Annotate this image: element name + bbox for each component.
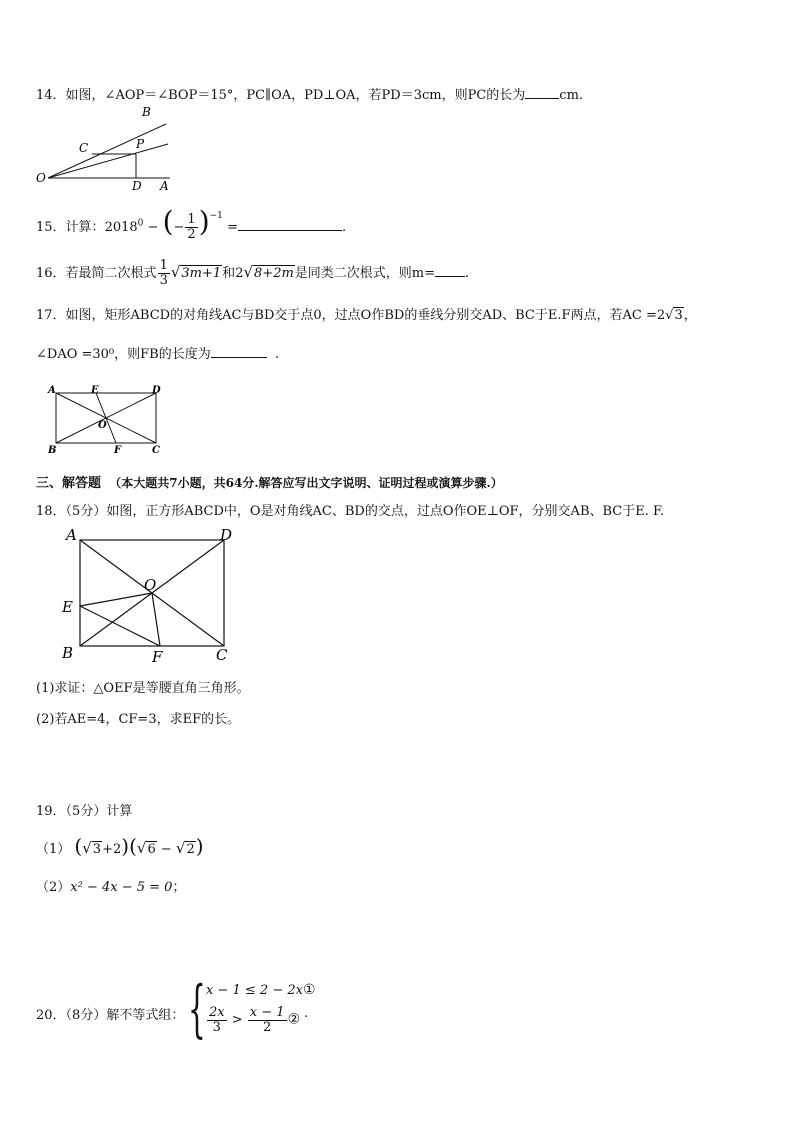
q17-radical-icon: √	[665, 308, 674, 323]
label-o: O	[36, 171, 46, 185]
q15-paren-close: )	[198, 205, 210, 238]
q18-score: （5分）	[65, 504, 107, 519]
label-f: F	[152, 648, 163, 666]
q17-condition: ∠DAO =30⁰，则FB的长度为	[36, 347, 211, 362]
q20-label: 解不等式组：	[106, 1008, 185, 1023]
q14-figure	[34, 104, 174, 192]
label-c: C	[152, 445, 160, 455]
q15-frac-num: 1	[187, 212, 196, 228]
section3-note: （本大题共7小题，共64分.解答应写出文字说明、证明过程或演算步骤.）	[109, 476, 503, 490]
q20-frac1	[207, 1006, 227, 1034]
q19-p1-label: （1）	[36, 842, 71, 857]
paren-close-icon: )	[121, 834, 130, 858]
q19-p1-minus: −	[160, 842, 172, 857]
radical-icon: √	[82, 839, 92, 857]
q18-text	[36, 500, 664, 519]
q16-number: 16．	[36, 266, 66, 281]
q20-text	[36, 1004, 184, 1023]
q14-number: 14．	[36, 88, 66, 103]
q16-radical-icon-2: √	[243, 263, 254, 281]
q17-line1-end: ，	[683, 308, 697, 323]
q15-base: 2018	[104, 220, 138, 235]
segment-of	[152, 593, 160, 646]
q20-ineq1-expr: x − 1 ≤ 2 − 2x	[206, 983, 303, 998]
q20-frac1-num: 2x	[209, 1005, 225, 1020]
segment-ef	[96, 393, 116, 443]
q20-mark2: ②	[287, 1011, 301, 1028]
q15-paren-open: (	[162, 205, 174, 238]
q19-p1-rad-a: 3	[92, 842, 102, 857]
q18-number: 18．	[36, 504, 66, 519]
radical-icon: √	[175, 839, 186, 857]
label-a: A	[48, 385, 56, 396]
q20-ineq2	[206, 1006, 300, 1034]
q16-text	[36, 254, 469, 290]
q17-stem: 如图，矩形ABCD的对角线AC与BD交于点0，过点O作BD的垂线分别交AD、BC于E.F两点，若AC =2	[65, 308, 666, 323]
segment-ef	[80, 606, 160, 646]
label-a: A	[66, 526, 77, 544]
q19-part1	[36, 832, 204, 860]
label-d: D	[220, 526, 233, 544]
q16-coef-fraction	[158, 259, 170, 287]
label-o: O	[144, 576, 157, 594]
q15-inner-minus: −	[173, 220, 185, 235]
q16-text1: 若最简二次根式	[65, 266, 157, 281]
q20-gt: >	[231, 1012, 243, 1028]
label-d: D	[132, 179, 142, 192]
q20-frac2	[248, 1006, 287, 1034]
label-o: O	[98, 420, 107, 431]
label-c: C	[216, 646, 228, 664]
ray-op	[48, 144, 168, 178]
q16-coef-den: 3	[159, 273, 168, 288]
ray-ob	[48, 124, 166, 178]
label-f: F	[114, 445, 122, 455]
label-e: E	[91, 385, 99, 396]
section3-title: 三、解答题	[36, 476, 102, 491]
q17-line1	[36, 304, 697, 323]
q17-end: .	[274, 347, 280, 362]
q20-ineq1	[206, 982, 316, 998]
q19-p1-rad-b: 6	[147, 842, 156, 857]
label-b: B	[142, 105, 151, 119]
label-d: D	[152, 385, 161, 396]
q20-mark1: ①	[302, 982, 316, 998]
label-e: E	[62, 598, 73, 616]
q17-figure	[44, 383, 168, 455]
q14-stem: 如图，∠AOP＝∠BOP＝15°，PC∥OA，PD⊥OA，若PD＝3cm，则PC的长为	[65, 88, 526, 103]
q17-number: 17．	[36, 308, 66, 323]
q18-stem: 如图，正方形ABCD中，O是对角线AC、BD的交点，过点O作OE⊥OF，分别交AB、BC于E. F.	[106, 504, 665, 519]
q18-part2: (2)若AE=4，CF=3，求EF的长。	[36, 712, 241, 727]
left-brace-icon: {	[188, 972, 206, 1045]
q16-end: .	[465, 266, 470, 281]
q19-p2-end: ；	[172, 880, 186, 895]
q15-frac-den: 2	[187, 227, 196, 242]
q16-radical-icon-1: √	[170, 263, 181, 281]
q15-number: 15．	[36, 220, 66, 235]
q20-frac2-num: x − 1	[249, 1005, 285, 1020]
q19-part2	[36, 876, 185, 895]
q19-p1-rad-c: 2	[186, 842, 195, 857]
q19-p1-plus: +2	[102, 842, 122, 857]
q15-equals: =	[227, 220, 238, 235]
q19-number: 19．	[36, 804, 66, 819]
paren-close-icon: )	[195, 834, 204, 858]
q19-score: （5分）	[65, 804, 107, 819]
q16-radicand-1: 3m+1	[181, 266, 222, 281]
q19-label: 计算	[106, 804, 133, 819]
paren-open-icon: (	[129, 834, 137, 858]
q17-radicand: 3	[674, 308, 683, 323]
label-b: B	[48, 445, 57, 455]
q16-coef-num: 1	[159, 258, 168, 274]
q20-frac1-den: 3	[212, 1019, 221, 1035]
label-a: A	[160, 179, 169, 192]
q17-answer-blank[interactable]	[211, 345, 267, 358]
q14-answer-blank[interactable]	[525, 86, 559, 99]
q15-end: .	[341, 220, 347, 235]
q20-score: （8分）	[65, 1008, 107, 1023]
q15-exp-neg1: −1	[209, 210, 223, 221]
q16-and: 和	[222, 266, 236, 281]
q20-frac2-den: 2	[263, 1019, 272, 1035]
q16-answer-blank[interactable]	[435, 264, 465, 277]
q19-p2-label: （2）	[36, 880, 71, 895]
q15-fraction	[185, 213, 197, 241]
q14-unit: cm.	[559, 88, 584, 103]
q15-exp0: 0	[137, 218, 144, 229]
q15-text	[36, 202, 346, 242]
paren-open-icon: (	[74, 834, 83, 858]
q20-number: 20．	[36, 1008, 66, 1023]
q16-radicand-2: 8+2m	[254, 266, 294, 281]
q19-p2-expr: x² − 4x − 5 = 0	[70, 880, 173, 895]
section3-heading	[36, 472, 503, 491]
q16-text2: 是同类二次根式，则m=	[294, 266, 436, 281]
q18-figure	[56, 524, 242, 666]
q17-line2	[36, 343, 279, 362]
radical-icon: √	[136, 839, 147, 857]
q15-answer-blank[interactable]	[238, 218, 342, 231]
q20-end: .	[304, 1006, 309, 1021]
q16-coef2: 2	[235, 266, 244, 281]
q19-text	[36, 800, 132, 819]
label-b: B	[62, 644, 74, 662]
q15-minus: −	[147, 220, 159, 235]
label-c: C	[79, 141, 89, 155]
q15-label: 计算：	[65, 220, 105, 235]
segment-oe	[80, 593, 152, 606]
q14-text	[36, 84, 583, 103]
label-p: P	[136, 137, 145, 151]
q18-part1: (1)求证：△OEF是等腰直角三角形。	[36, 681, 250, 696]
